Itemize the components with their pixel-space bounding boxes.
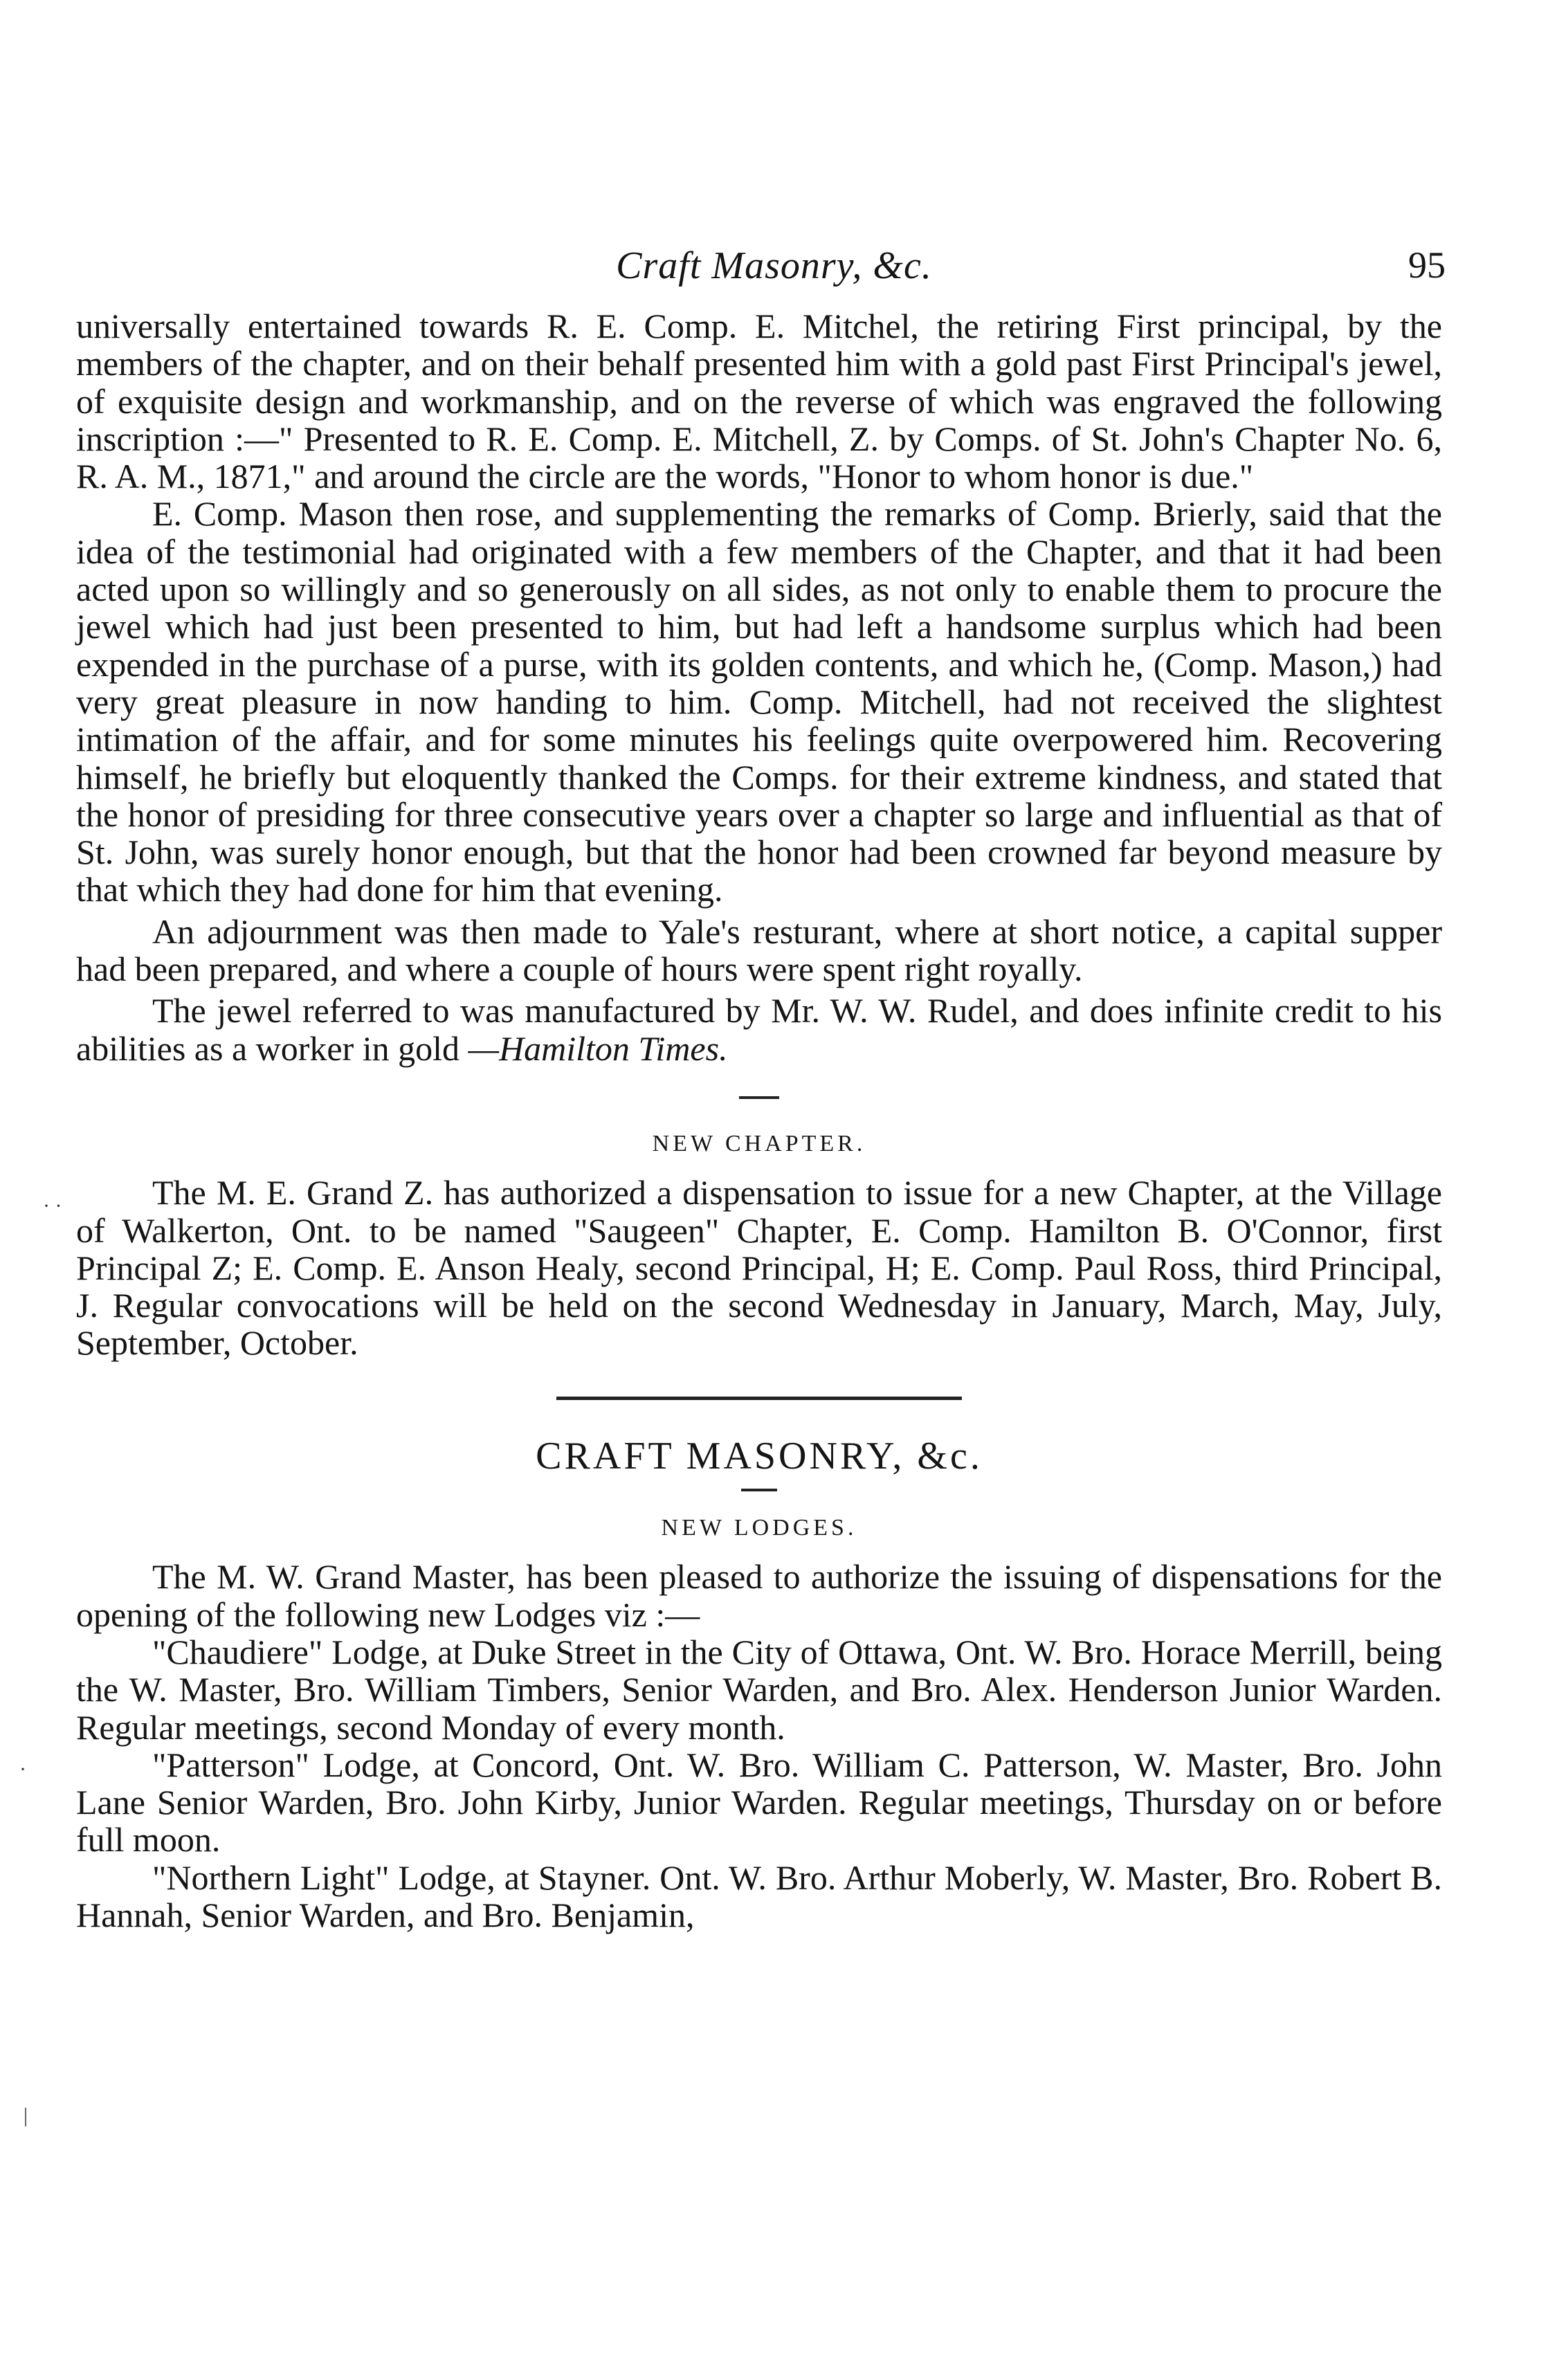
page-header — [0, 244, 1548, 299]
section-heading: NEW LODGES. — [661, 1515, 857, 1541]
margin-mark: · — [19, 1758, 26, 1781]
paragraph: The M. W. Grand Master, has been pleased to authorize the issuing of dispensations for the opening of the following new Lodges viz :— — [76, 1557, 1442, 1634]
body-text — [76, 307, 1442, 1934]
attribution: —Hamilton Times. — [468, 1028, 728, 1068]
paragraph: "Northern Light" Lodge, at Stayner. Ont. W. Bro. Arthur Moberly, W. Master, Bro. Robert B. Hannah, Senior Warden, and Bro. Benjamin, — [76, 1857, 1442, 1934]
paragraph: "Patterson" Lodge, at Concord, Ont. W. Bro. William C. Patterson, W. Master, Bro. John Lane Senior Warden, Bro. John Kirby, Junior Warden. Regular meetings, Thursday on or before full moon. — [76, 1745, 1442, 1860]
paragraph-text: The jewel referred to was manufactured by Mr. W. W. Rudel, and does infinite credit to his abilities as a worker in gold — [76, 991, 1442, 1068]
divider — [741, 1489, 777, 1491]
paragraph: E. Comp. Mason then rose, and supplementing the remarks of Comp. Brierly, said that the idea of the testimonial had originated with a few members of the Chapter, and that it had been acted upon so willingly and so generously on all sides, as not only to enable them to procure the jewel which had just been presented to him, but had left a handsome surplus which had been expended in the purchase of a purse, with its golden contents, and which he, (Comp. Mason,) had very great pleasure in now handing to him. Comp. Mitchell, had not received the slightest intimation of the affair, and for some minutes his feelings quite overpowered him. Recovering himself, he briefly but eloquently thanked the Comps. for their extreme kindness, and stated that the honor of presiding for three consecutive years over a chapter so large and influential as that of St. John, was surely honor enough, but that the honor had been crowned far beyond measure by that which they had done for him that evening. — [76, 494, 1442, 909]
margin-mark: | — [24, 2104, 28, 2127]
paragraph — [76, 992, 1442, 1067]
section-heading: NEW CHAPTER. — [652, 1130, 866, 1156]
section-title: CRAFT MASONRY, &c. — [536, 1434, 983, 1478]
paragraph: The M. E. Grand Z. has authorized a dispensation to issue for a new Chapter, at the Village of Walkerton, Ont. to be named "Saugeen" Chapter, E. Comp. Hamilton B. O'Connor, first Principal Z; E. Comp. E. Anson Healy, second Principal, H; E. Comp. Paul Ross, third Principal, J. Regular convocations will be held on the second Wednesday in January, March, May, July, September, October. — [76, 1173, 1442, 1363]
paragraph: universally entertained towards R. E. Comp. E. Mitchel, the retiring First principal, by the members of the chapter, and on their behalf presented him with a gold past First Principal's jewel, of exquisite design and workmanship, and on the reverse of which was engraved the following inscription :—" Presented to R. E. Comp. E. Mitchell, Z. by Comps. of St. John's Chapter No. 6, R. A. M., 1871," and around the circle are the words, "Honor to whom honor is due." — [76, 307, 1442, 496]
paragraph: "Chaudiere" Lodge, at Duke Street in the City of Ottawa, Ont. W. Bro. Horace Merrill, being the W. Master, Bro. William Timbers, Senior Warden, and Bro. Alex. Henderson Junior Warden. Regular meetings, second Monday of every month. — [76, 1632, 1442, 1747]
margin-mark: · · — [43, 1194, 62, 1217]
page-number: 95 — [1408, 244, 1446, 286]
section-divider — [556, 1397, 962, 1400]
paragraph: An adjournment was then made to Yale's resturant, where at short notice, a capital supper had been prepared, and where a couple of hours were spent right royally. — [76, 911, 1442, 989]
divider — [739, 1096, 779, 1099]
running-title: Craft Masonry, &c. — [616, 244, 932, 287]
